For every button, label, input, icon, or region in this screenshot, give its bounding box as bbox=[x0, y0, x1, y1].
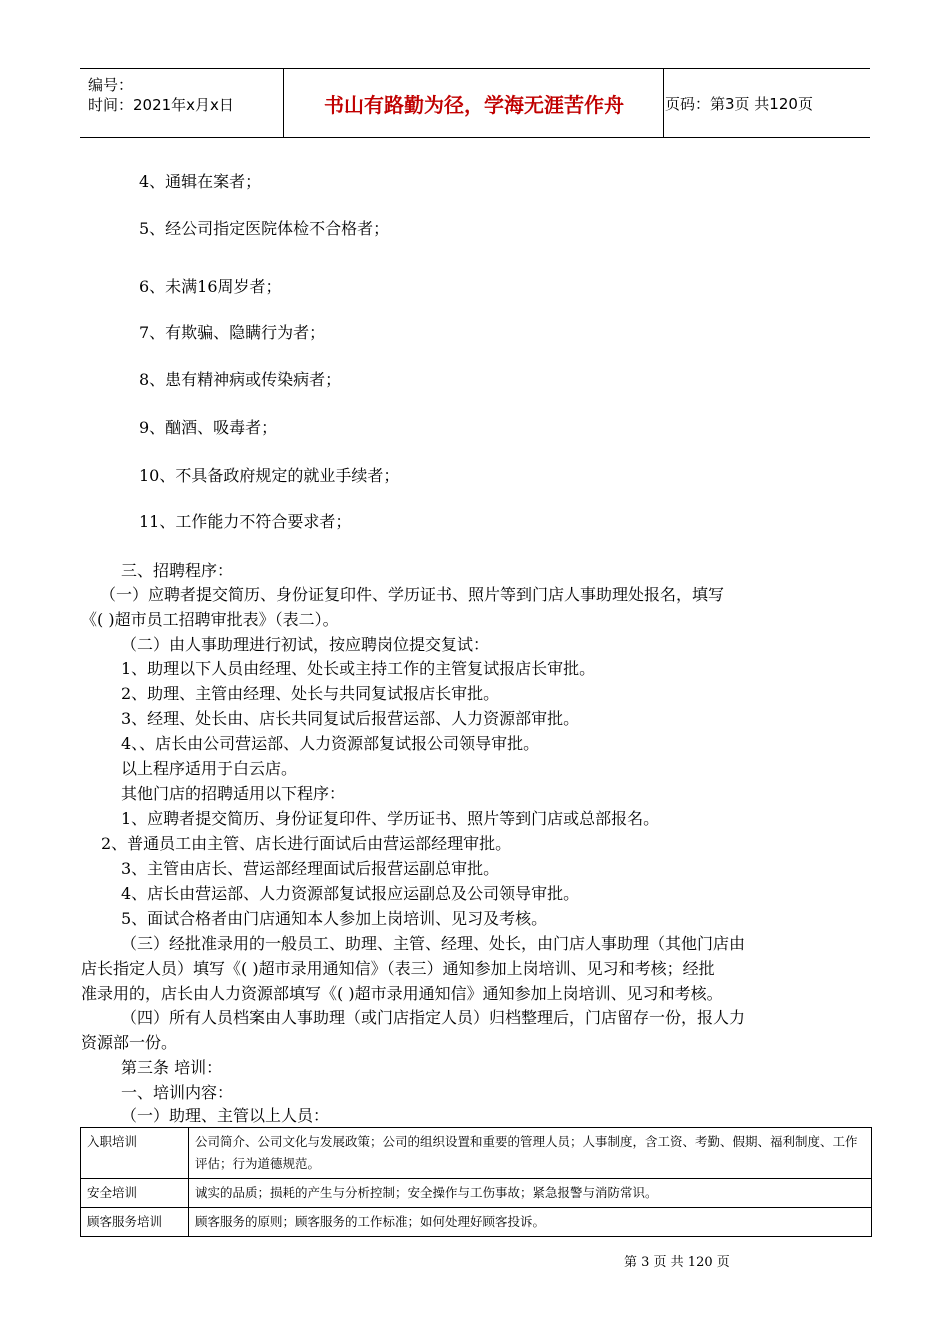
header-divider bbox=[663, 69, 664, 137]
header-number: 编号： bbox=[88, 76, 134, 94]
header-page-info: 页码：第3页 共120页 bbox=[665, 94, 813, 113]
training-name-cell: 顾客服务培训 bbox=[81, 1208, 189, 1237]
training-table bbox=[80, 1127, 872, 1237]
paragraph-line: （三）经批准录用的一般员工、助理、主管、经理、处长，由门店人事助理（其他门店由 bbox=[121, 934, 746, 953]
header-divider bbox=[283, 69, 284, 137]
paragraph-line: 2、普通员工由主管、店长进行面试后由营运部经理审批。 bbox=[101, 834, 512, 853]
list-item: 7、有欺骗、隐瞒行为者； bbox=[139, 323, 326, 342]
paragraph-line: （一）应聘者提交简历、身份证复印件、学历证书、照片等到门店人事助理处报名，填写 bbox=[100, 585, 725, 604]
document-header bbox=[80, 68, 870, 138]
training-name-cell: 入职培训 bbox=[81, 1128, 189, 1179]
list-item: 9、酗酒、吸毒者； bbox=[139, 418, 278, 437]
paragraph-line: 1、应聘者提交简历、身份证复印件、学历证书、照片等到门店或总部报名。 bbox=[121, 809, 660, 828]
subsection-heading: （一）助理、主管以上人员： bbox=[121, 1106, 330, 1125]
paragraph-line: 3、经理、处长由、店长共同复试后报营运部、人力资源部审批。 bbox=[121, 709, 580, 728]
training-content-cell: 公司简介、公司文化与发展政策；公司的组织设置和重要的管理人员；人事制度，含工资、考勤、假期、福利制度、工作评估；行为道德规范。 bbox=[189, 1128, 872, 1179]
list-item: 6、未满16周岁者； bbox=[139, 277, 282, 296]
header-motto: 书山有路勤为径，学海无涯苦作舟 bbox=[324, 92, 624, 117]
paragraph-line: 《( )超市员工招聘审批表》（表二）。 bbox=[81, 610, 339, 629]
training-content-cell: 顾客服务的原则；顾客服务的工作标准；如何处理好顾客投诉。 bbox=[189, 1208, 872, 1237]
paragraph-line: （二）由人事助理进行初试，按应聘岗位提交复试： bbox=[121, 635, 490, 654]
paragraph-line: 以上程序适用于白云店。 bbox=[121, 759, 298, 778]
paragraph-line: （四）所有人员档案由人事助理（或门店指定人员）归档整理后，门店留存一份，报人力 bbox=[121, 1008, 746, 1027]
list-item: 5、经公司指定医院体检不合格者； bbox=[139, 219, 390, 238]
paragraph-line: 资源部一份。 bbox=[81, 1033, 178, 1052]
list-item: 11、工作能力不符合要求者； bbox=[139, 512, 352, 531]
page-footer: 第 3 页 共 120 页 bbox=[624, 1255, 730, 1270]
training-name-cell: 安全培训 bbox=[81, 1179, 189, 1208]
paragraph-line: 准录用的，店长由人力资源部填写《( )超市录用通知信》通知参加上岗培训、见习和考核。 bbox=[81, 984, 723, 1003]
paragraph-line: 店长指定人员）填写《( )超市录用通知信》（表三）通知参加上岗培训、见习和考核；经批 bbox=[81, 959, 715, 978]
list-item: 4、通辑在案者； bbox=[139, 172, 262, 191]
header-time: 时间：2021年x月x日 bbox=[88, 96, 234, 114]
list-item: 10、不具备政府规定的就业手续者； bbox=[139, 466, 400, 485]
header-meta bbox=[88, 75, 234, 115]
paragraph-line: 1、助理以下人员由经理、处长或主持工作的主管复试报店长审批。 bbox=[121, 659, 596, 678]
section-heading: 三、招聘程序： bbox=[121, 561, 234, 580]
paragraph-line: 4、、店长由公司营运部、人力资源部复试报公司领导审批。 bbox=[121, 734, 540, 753]
paragraph-line: 其他门店的招聘适用以下程序： bbox=[121, 784, 346, 803]
article-heading: 第三条 培训： bbox=[121, 1058, 223, 1077]
table-row bbox=[81, 1179, 872, 1208]
table-row bbox=[81, 1128, 872, 1179]
training-content-cell: 诚实的品质；损耗的产生与分析控制；安全操作与工伤事故；紧急报警与消防常识。 bbox=[189, 1179, 872, 1208]
table-row bbox=[81, 1208, 872, 1237]
section-heading: 一、培训内容： bbox=[121, 1083, 234, 1102]
list-item: 8、患有精神病或传染病者； bbox=[139, 370, 342, 389]
paragraph-line: 4、店长由营运部、人力资源部复试报应运副总及公司领导审批。 bbox=[121, 884, 580, 903]
paragraph-line: 5、面试合格者由门店通知本人参加上岗培训、见习及考核。 bbox=[121, 909, 548, 928]
paragraph-line: 2、助理、主管由经理、处长与共同复试报店长审批。 bbox=[121, 684, 500, 703]
paragraph-line: 3、主管由店长、营运部经理面试后报营运副总审批。 bbox=[121, 859, 500, 878]
